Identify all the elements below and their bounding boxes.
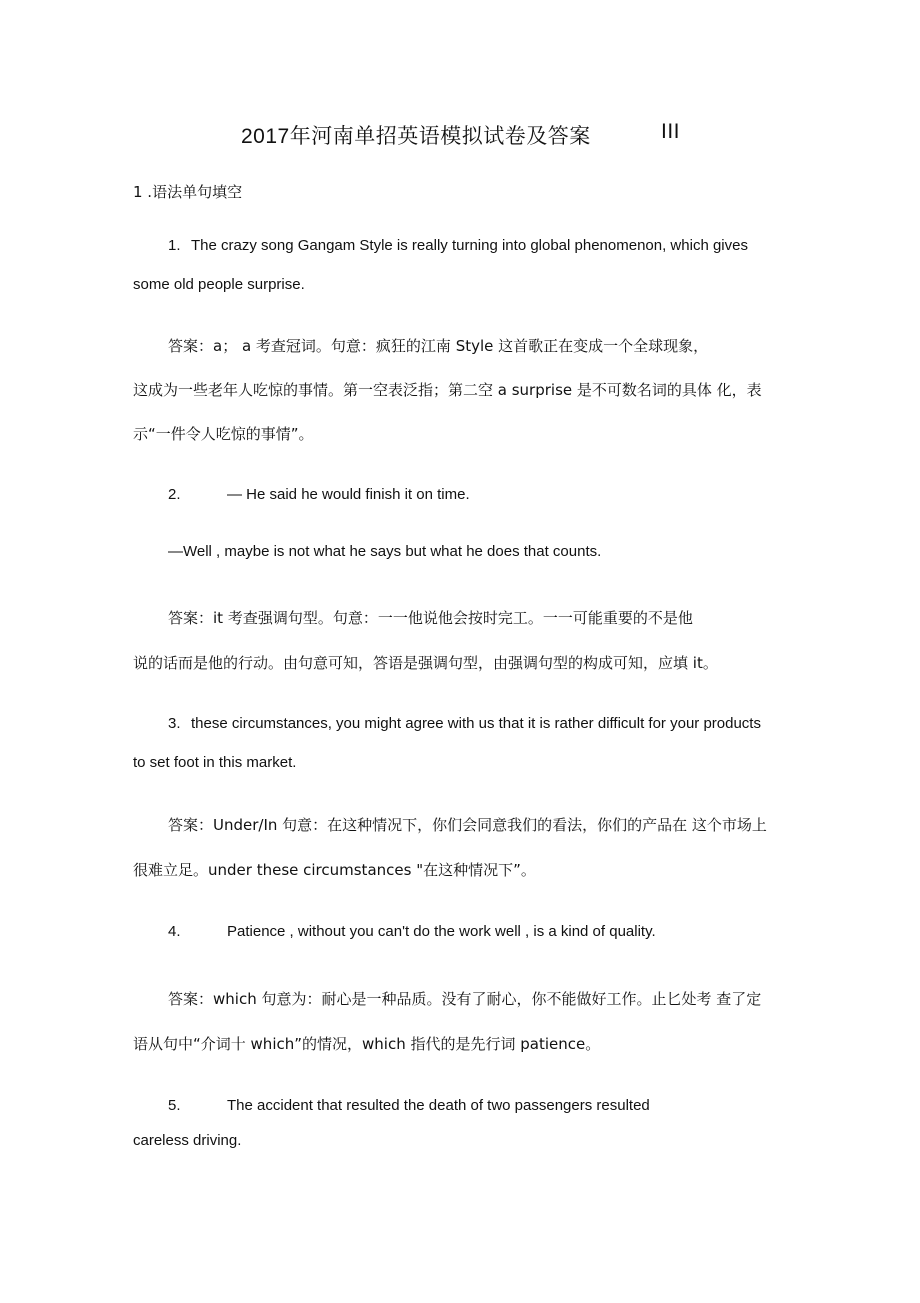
question-2-line-2: —Well , maybe is not what he says but what he does that counts. <box>168 543 602 560</box>
answer-1-line-3: 示“一件令人吃惊的事情”。 <box>133 425 314 443</box>
answer-3-line-2: 很难立足。under these circumstances "在这种情况下”。 <box>133 861 536 879</box>
answer-1-line-2: 这成为一些老年人吃惊的事情。第一空表泛指；第二空 a surprise 是不可数名词的具体 化，表 <box>133 381 762 399</box>
answer-2-line-2: 说的话而是他的行动。由句意可知，答语是强调句型，由强调句型的构成可知，应填 it。 <box>133 654 718 672</box>
question-4-line-1: Patience , without you can't do the work well , is a kind of quality. <box>227 923 656 940</box>
question-1-line-1: The crazy song Gangam Style is really turning into global phenomenon, which gives <box>191 237 748 254</box>
document-title: 2017年河南单招英语模拟试卷及答案 <box>241 125 591 148</box>
question-number: 5. <box>168 1097 181 1114</box>
question-2-line-1: — He said he would finish it on time. <box>227 486 470 503</box>
question-number: 4. <box>168 923 181 940</box>
document-title-roman: III <box>661 120 681 143</box>
answer-4-line-1: 答案：which 句意为：耐心是一种品质。没有了耐心，你不能做好工作。止匕处考 查了定 <box>168 990 762 1008</box>
answer-3-line-1: 答案：Under/In 句意：在这种情况下，你们会同意我们的看法，你们的产品在 这个市场上 <box>168 816 767 834</box>
question-number: 3. <box>168 715 181 732</box>
question-5-line-2: careless driving. <box>133 1132 242 1149</box>
section-heading: 1 .语法单句填空 <box>133 183 243 201</box>
question-5-line-1: The accident that resulted the death of two passengers resulted <box>227 1097 650 1114</box>
answer-4-line-2: 语从句中“介词十 which”的情况，which 指代的是先行词 patience。 <box>133 1035 601 1053</box>
question-3-line-2: to set foot in this market. <box>133 754 297 771</box>
question-number: 1. <box>168 237 181 254</box>
question-3-line-1: these circumstances, you might agree with us that it is rather difficult for your products <box>191 715 761 732</box>
question-number: 2. <box>168 486 181 503</box>
answer-1-line-1: 答案：a； a 考查冠词。句意：疯狂的江南 Style 这首歌正在变成一个全球现象， <box>168 337 709 355</box>
answer-2-line-1: 答案：it 考查强调句型。句意：一一他说他会按时完工。一一可能重要的不是他 <box>168 609 693 627</box>
question-1-line-2: some old people surprise. <box>133 276 305 293</box>
